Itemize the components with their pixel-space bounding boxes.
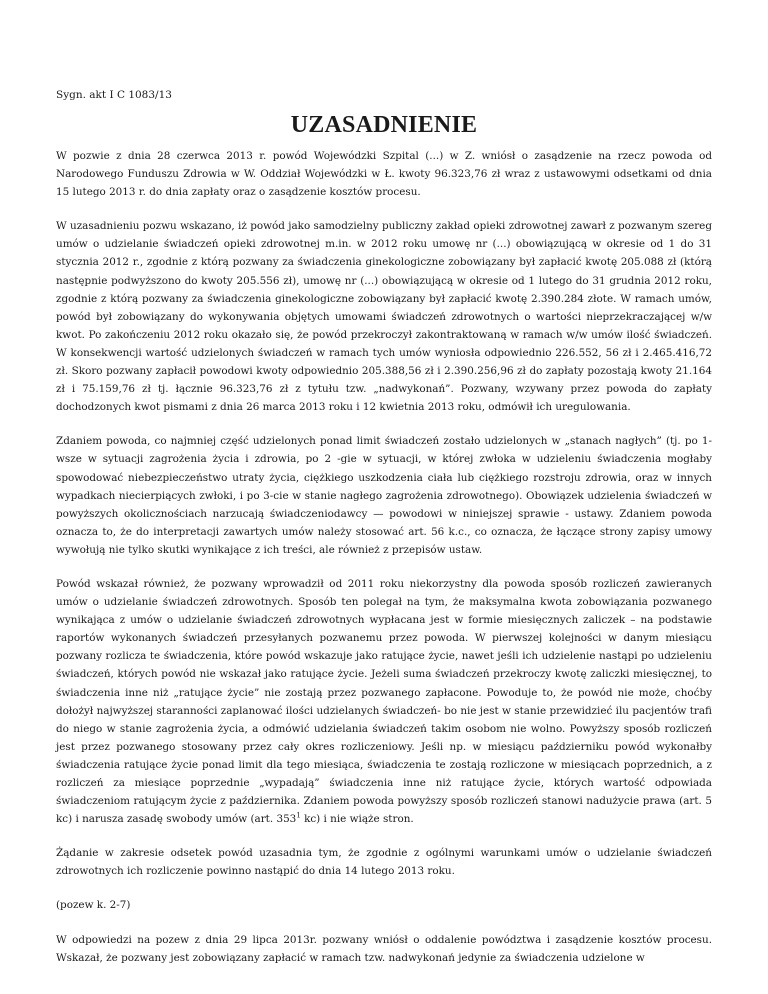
document-page — [56, 88, 712, 983]
paragraph-4 — [56, 575, 712, 828]
document-title: UZASADNIENIE — [290, 112, 478, 138]
paragraph-6: W odpowiedzi na pozew z dnia 29 lipca 2013r. pozwany wniósł o oddalenie powództwa i zasądzenie kosztów procesu. Wskazał, że pozwany jest zobowiązany zapłacić w ramach tzw. nadwykonań jedynie za świadczenia udzielone w — [56, 933, 712, 964]
paragraph-2: W uzasadnieniu pozwu wskazano, iż powód jako samodzielny publiczny zakład opieki zdrowotnej zawarł z pozwanym szereg umów o udzielanie świadczeń opieki zdrowotnej m.in. w 2012 roku umowę nr (...) obowiązującą w okresie od 1 do 31 stycznia 2012 r., zgodnie z którą pozwany za świadczenia ginekologiczne zobowiązany był zapłacić kwotę 205.088 zł (którą następnie podwyższono do kwoty 205.556 zł), umowę nr (...) obowiązującą w okresie od 1 lutego do 31 grudnia 2012 roku, zgodnie z którą pozwany za świadczenia ginekologiczne zobowiązany był zapłacić kwotę 2.390.284 złote. W ramach umów, powód był zobowiązany do wykonywania objętych umowami świadczeń zdrowotnych o wartości nieprzekraczającej w/w kwot. Po zakończeniu 2012 roku okazało się, że powód przekroczył zakontraktowaną w ramach w/w umów ilość świadczeń. W konsekwencji wartość udzielonych świadczeń w ramach tych umów wyniosła odpowiednio 226.552, 56 zł i 2.465.416,72 zł. Skoro pozwany zapłacił powodowi kwoty odpowiednio 205.388,56 zł i 2.390.256,96 zł do zapłaty pozostają kwoty 21.164 zł i 75.159,76 zł tj. łącznie 96.323,76 zł z tytułu tzw. „nadwykonań”. Pozwany, wzywany przez powoda do zapłaty dochodzonych kwot pismami z dnia 26 marca 2013 roku i 12 kwietnia 2013 roku, odmówił ich uregulowania. — [56, 220, 712, 414]
paragraph-5: Żądanie w zakresie odsetek powód uzasadnia tym, że zgodnie z ogólnymi warunkami umów o udzielanie świadczeń zdrowotnych ich rozliczenie powinno nastąpić do dnia 14 lutego 2013 roku. — [56, 847, 712, 878]
case-signature: Sygn. akt I C 1083/13 — [56, 89, 172, 101]
paragraph-4-text: Powód wskazał również, że pozwany wprowadził od 2011 roku niekorzystny dla powoda sposób rozliczeń zawieranych umów o udzielanie świadczeń zdrowotnych. Sposób ten polegał na tym, że maksymalna kwota zobowiązania pozwanego wynikająca z umów o udzielanie świadczeń zdrowotnych wypłacana jest w formie miesięcznych zaliczek – na podstawie raportów wykonanych świadczeń przesyłanych pozwanemu przez powoda. W pierwszej kolejności w danym miesiącu pozwany rozlicza te świadczenia, które powód wskazuje jako ratujące życie, nawet jeśli ich udzielenie nastąpi po udzieleniu świadczeń, których powód nie wskazał jako ratujące życie. Jeżeli suma świadczeń przekroczy kwotę zaliczki miesięcznej, to świadczenia inne niż „ratujące życie” nie zostają przez pozwanego zapłacone. Powoduje to, że powód nie może, choćby dołożył najwyższej staranności zaplanować ilości udzielanych świadczeń- bo nie jest w stanie przewidzieć ilu pacjentów trafi do niego w stanie zagrożenia życia, a odmówić udzielania świadczeń takim osobom nie wolno. Powyższy sposób rozliczeń jest przez pozwanego stosowany przez cały okres rozliczeniowy. Jeśli np. w miesiącu październiku powód wykonałby świadczenia ratujące życie ponad limit dla tego miesiąca, świadczenia te zostają rozliczone w miesiącach poprzednich, a z rozliczeń za miesiące poprzednie „wypadają” świadczenia inne niż ratujące życie, których wartość odpowiada świadczeniom ratującym życie z października. Zdaniem powoda powyższy sposób rozliczeń stanowi nadużycie prawa (art. 5 kc) i narusza zasadę swobody umów (art. 353 — [56, 577, 712, 826]
paragraph-1: W pozwie z dnia 28 czerwca 2013 r. powód Wojewódzki Szpital (...) w Z. wniósł o zasądzenie na rzecz powoda od Narodowego Funduszu Zdrowia w W. Oddział Wojewódzki w Ł. kwoty 96.323,76 zł wraz z ustawowymi odsetkami od dnia 15 lutego 2013 r. do dnia zapłaty oraz o zasądzenie kosztów procesu. — [56, 150, 712, 199]
paragraph-3: Zdaniem powoda, co najmniej część udzielonych ponad limit świadczeń zostało udzielonych w „stanach nagłych” (tj. po 1- wsze w sytuacji zagrożenia życia i zdrowia, po 2 -gie w sytuacji, w której zwłoka w udzieleniu świadczenia mogłaby spowodować niebezpieczeństwo utraty życia, ciężkiego uszkodzenia ciała lub ciężkiego rozstroju zdrowia, oraz w innych wypadkach niecierpiących zwłoki, i po 3-cie w stanie nagłego zagrożenia zdrowotnego). Obowiązek udzielenia świadczeń w powyższych okolicznościach narzucają świadczeniodawcy — powodowi w niniejszej sprawie - ustawy. Zdaniem powoda oznacza to, że do interpretacji zawartych umów należy stosować art. 56 k.c., co oznacza, że łączące strony zapisy umowy wywołują nie tylko skutki wynikające z ich treści, ale również z przepisów ustaw. — [56, 435, 712, 556]
citation-note: (pozew k. 2-7) — [56, 899, 131, 912]
paragraph-4-tail: kc) i nie wiąże stron. — [300, 813, 414, 826]
footnote-mark: 1 — [296, 811, 301, 820]
